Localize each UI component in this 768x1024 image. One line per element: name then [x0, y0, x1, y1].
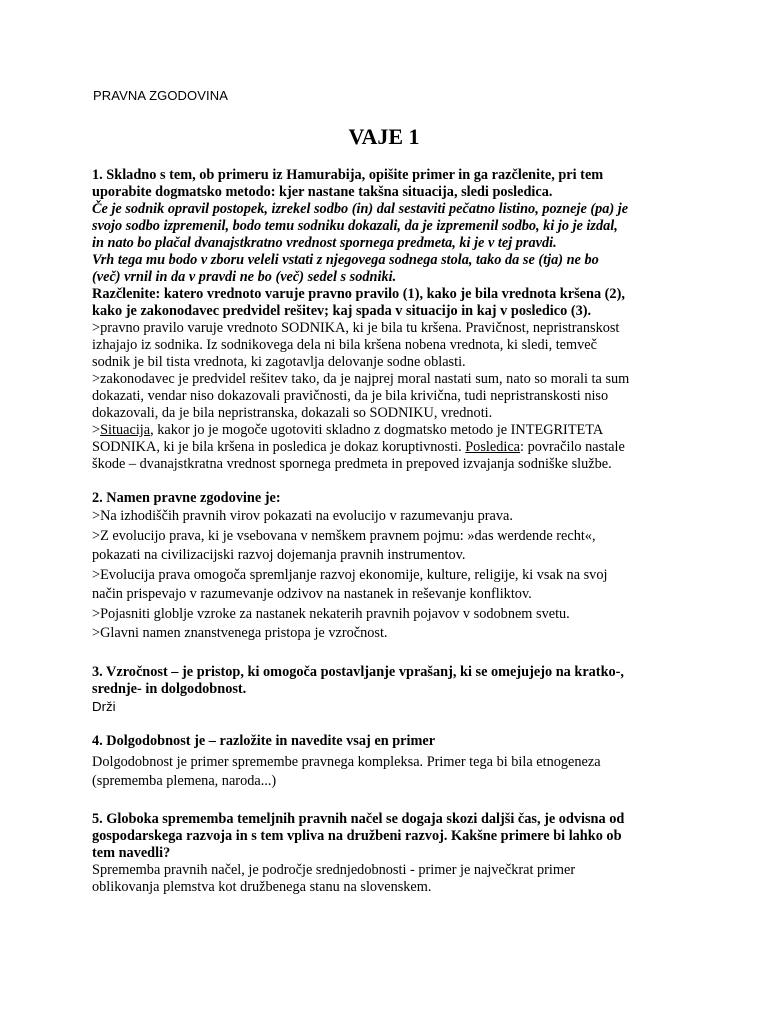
consequence-term: Posledica: [465, 439, 521, 455]
q1-question-line: 1. Skladno s tem, ob primeru iz Hamurabija, opišite primer in ga razčlenite, pri tem: [92, 167, 604, 183]
q1-situation-prefix: >: [92, 422, 101, 438]
q1-situation-text: : povračilo nastale: [520, 439, 625, 455]
document-title: VAJE 1: [348, 124, 420, 149]
q4-answer-line: Dolgodobnost je primer spremembe pravnega kompleksa. Primer tega bi bila etnogeneza: [92, 753, 601, 770]
spacer: [92, 473, 692, 490]
q4-question: 4. Dolgodobnost je – razložite in navedite vsaj en primer: [92, 732, 436, 749]
situation-term: Situacija: [100, 422, 151, 438]
q1-italic-line: Vrh tega mu bodo v zboru veleli vstati z njegovega sodnega stola, tako da se (tja) ne bo: [92, 252, 599, 268]
q1-italic-line: (več) vrnil in da v pravdi ne bo (več) sedel s sodniki.: [92, 269, 397, 285]
q2-answer-line: >Evolucija prava omogoča spremljanje razvoj ekonomije, kulture, religije, ki vsak na svoj: [92, 566, 608, 583]
q1-situation-line: [92, 422, 692, 439]
q2-answer-line: pokazati na civilizacijski razvoj dojemanja pravnih instrumentov.: [92, 547, 466, 563]
q2-question: 2. Namen pravne zgodovine je:: [92, 490, 281, 506]
q1-answer-line: sodnik je bil tista vrednota, ki zagotavlja delovanje sodne oblasti.: [92, 354, 466, 370]
q2-answer-line: >Pojasniti globlje vzroke za nastanek nekaterih pravnih pojavov v sodobnem svetu.: [92, 605, 570, 622]
q1-analysis-line: kako je zakonodavec predvidel rešitev; kaj spada v situacijo in kaj v posledico (3).: [92, 303, 592, 319]
spacer: [92, 644, 692, 664]
q3-question-line: 3. Vzročnost – je pristop, ki omogoča postavljanje vprašanj, ki se omejujejo na kratko-,: [92, 663, 625, 680]
q1-italic-line: svojo sodbo izpremenil, bodo temu sodniku dokazali, da je izpremenil sodbo, ki jo je izdal,: [92, 218, 618, 234]
q5-question-line: gospodarskega razvoja in s tem vpliva na družbeni razvoj. Kakšne primere bi lahko ob: [92, 827, 622, 844]
q3-answer: Drži: [92, 698, 116, 714]
q1-italic-line: in nato bo plačal dvanajstkratno vrednost spornega predmeta, ki je v tej pravdi.: [92, 235, 557, 251]
q4-answer-line: (sprememba plemena, naroda...): [92, 773, 277, 789]
q5-question-line: 5. Globoka sprememba temeljnih pravnih načel se dogaja skozi daljši čas, je odvisna od: [92, 810, 625, 827]
spacer: [92, 792, 692, 811]
q1-analysis-line: Razčlenite: katero vrednoto varuje pravno pravilo (1), kako je bila vrednota kršena (2),: [92, 286, 625, 302]
document-body: [92, 167, 692, 896]
q1-situation-text: SODNIKA, ki je bila kršena in posledica je dokaz koruptivnosti.: [92, 439, 466, 455]
q1-situation-text: , kakor jo je mogoče ugotoviti skladno z dogmatsko metodo je INTEGRITETA: [150, 422, 604, 438]
q1-answer-line: izhajajo iz sodnika. Iz sodnikovega dela ni bila kršena nobena vrednota, ki sledi, temveč: [92, 337, 597, 353]
q1-question-line: uporabite dogmatsko metodo: kjer nastane takšna situacija, sledi posledica.: [92, 184, 553, 200]
q1-italic-line: Če je sodnik opravil postopek, izrekel sodbo (in) dal sestaviti pečatno listino, pozneje (pa) je: [92, 201, 629, 217]
q1-answer-line: dokazati, vendar niso dokazovali pravičnosti, da je bila krivična, tudi nepristranskosti niso: [92, 388, 609, 404]
q1-answer-line: >zakonodavec je predvidel rešitev tako, da je najprej moral nastati sum, nato so morali ta sum: [92, 371, 630, 387]
q4-answer: [92, 753, 692, 792]
q5-answer-line: Sprememba pravnih načel, je področje srednjedobnosti - primer je največkrat primer: [92, 861, 576, 878]
q1-answer-line: >pravno pravilo varuje vrednoto SODNIKA, ki je bila tu kršena. Pravičnost, nepristranskost: [92, 320, 620, 336]
q5-question-line: tem navedli?: [92, 844, 171, 861]
q1-answer-line: dokazovali, da je bila nepristranska, dokazali so SODNIKU, vrednoti.: [92, 405, 493, 421]
q2-answer-line: >Glavni namen znanstvenega pristopa je vzročnost.: [92, 625, 388, 641]
q2-answers: [92, 507, 692, 644]
q2-answer-line: >Na izhodiščih pravnih virov pokazati na evolucijo v razumevanju prava.: [92, 508, 513, 524]
q5-answer-line: oblikovanja plemstva kot družbenega stanu na slovenskem.: [92, 878, 432, 895]
spacer: [92, 715, 692, 733]
q1-situation-line: [92, 439, 692, 456]
q3-question-line: srednje- in dolgodobnost.: [92, 680, 247, 697]
q2-answer-line: način prispevajo v razumevanje odzivov na nastanek in reševanje konfliktov.: [92, 586, 532, 602]
q1-situation-line: škode – dvanajstkratna vrednost spornega predmeta in prepoved izvajanja sodniške službe.: [92, 456, 612, 472]
q2-answer-line: >Z evolucijo prava, ki je vsebovana v nemškem pravnem pojmu: »das werdende recht«,: [92, 527, 596, 544]
document-header: PRAVNA ZGODOVINA: [93, 88, 228, 103]
